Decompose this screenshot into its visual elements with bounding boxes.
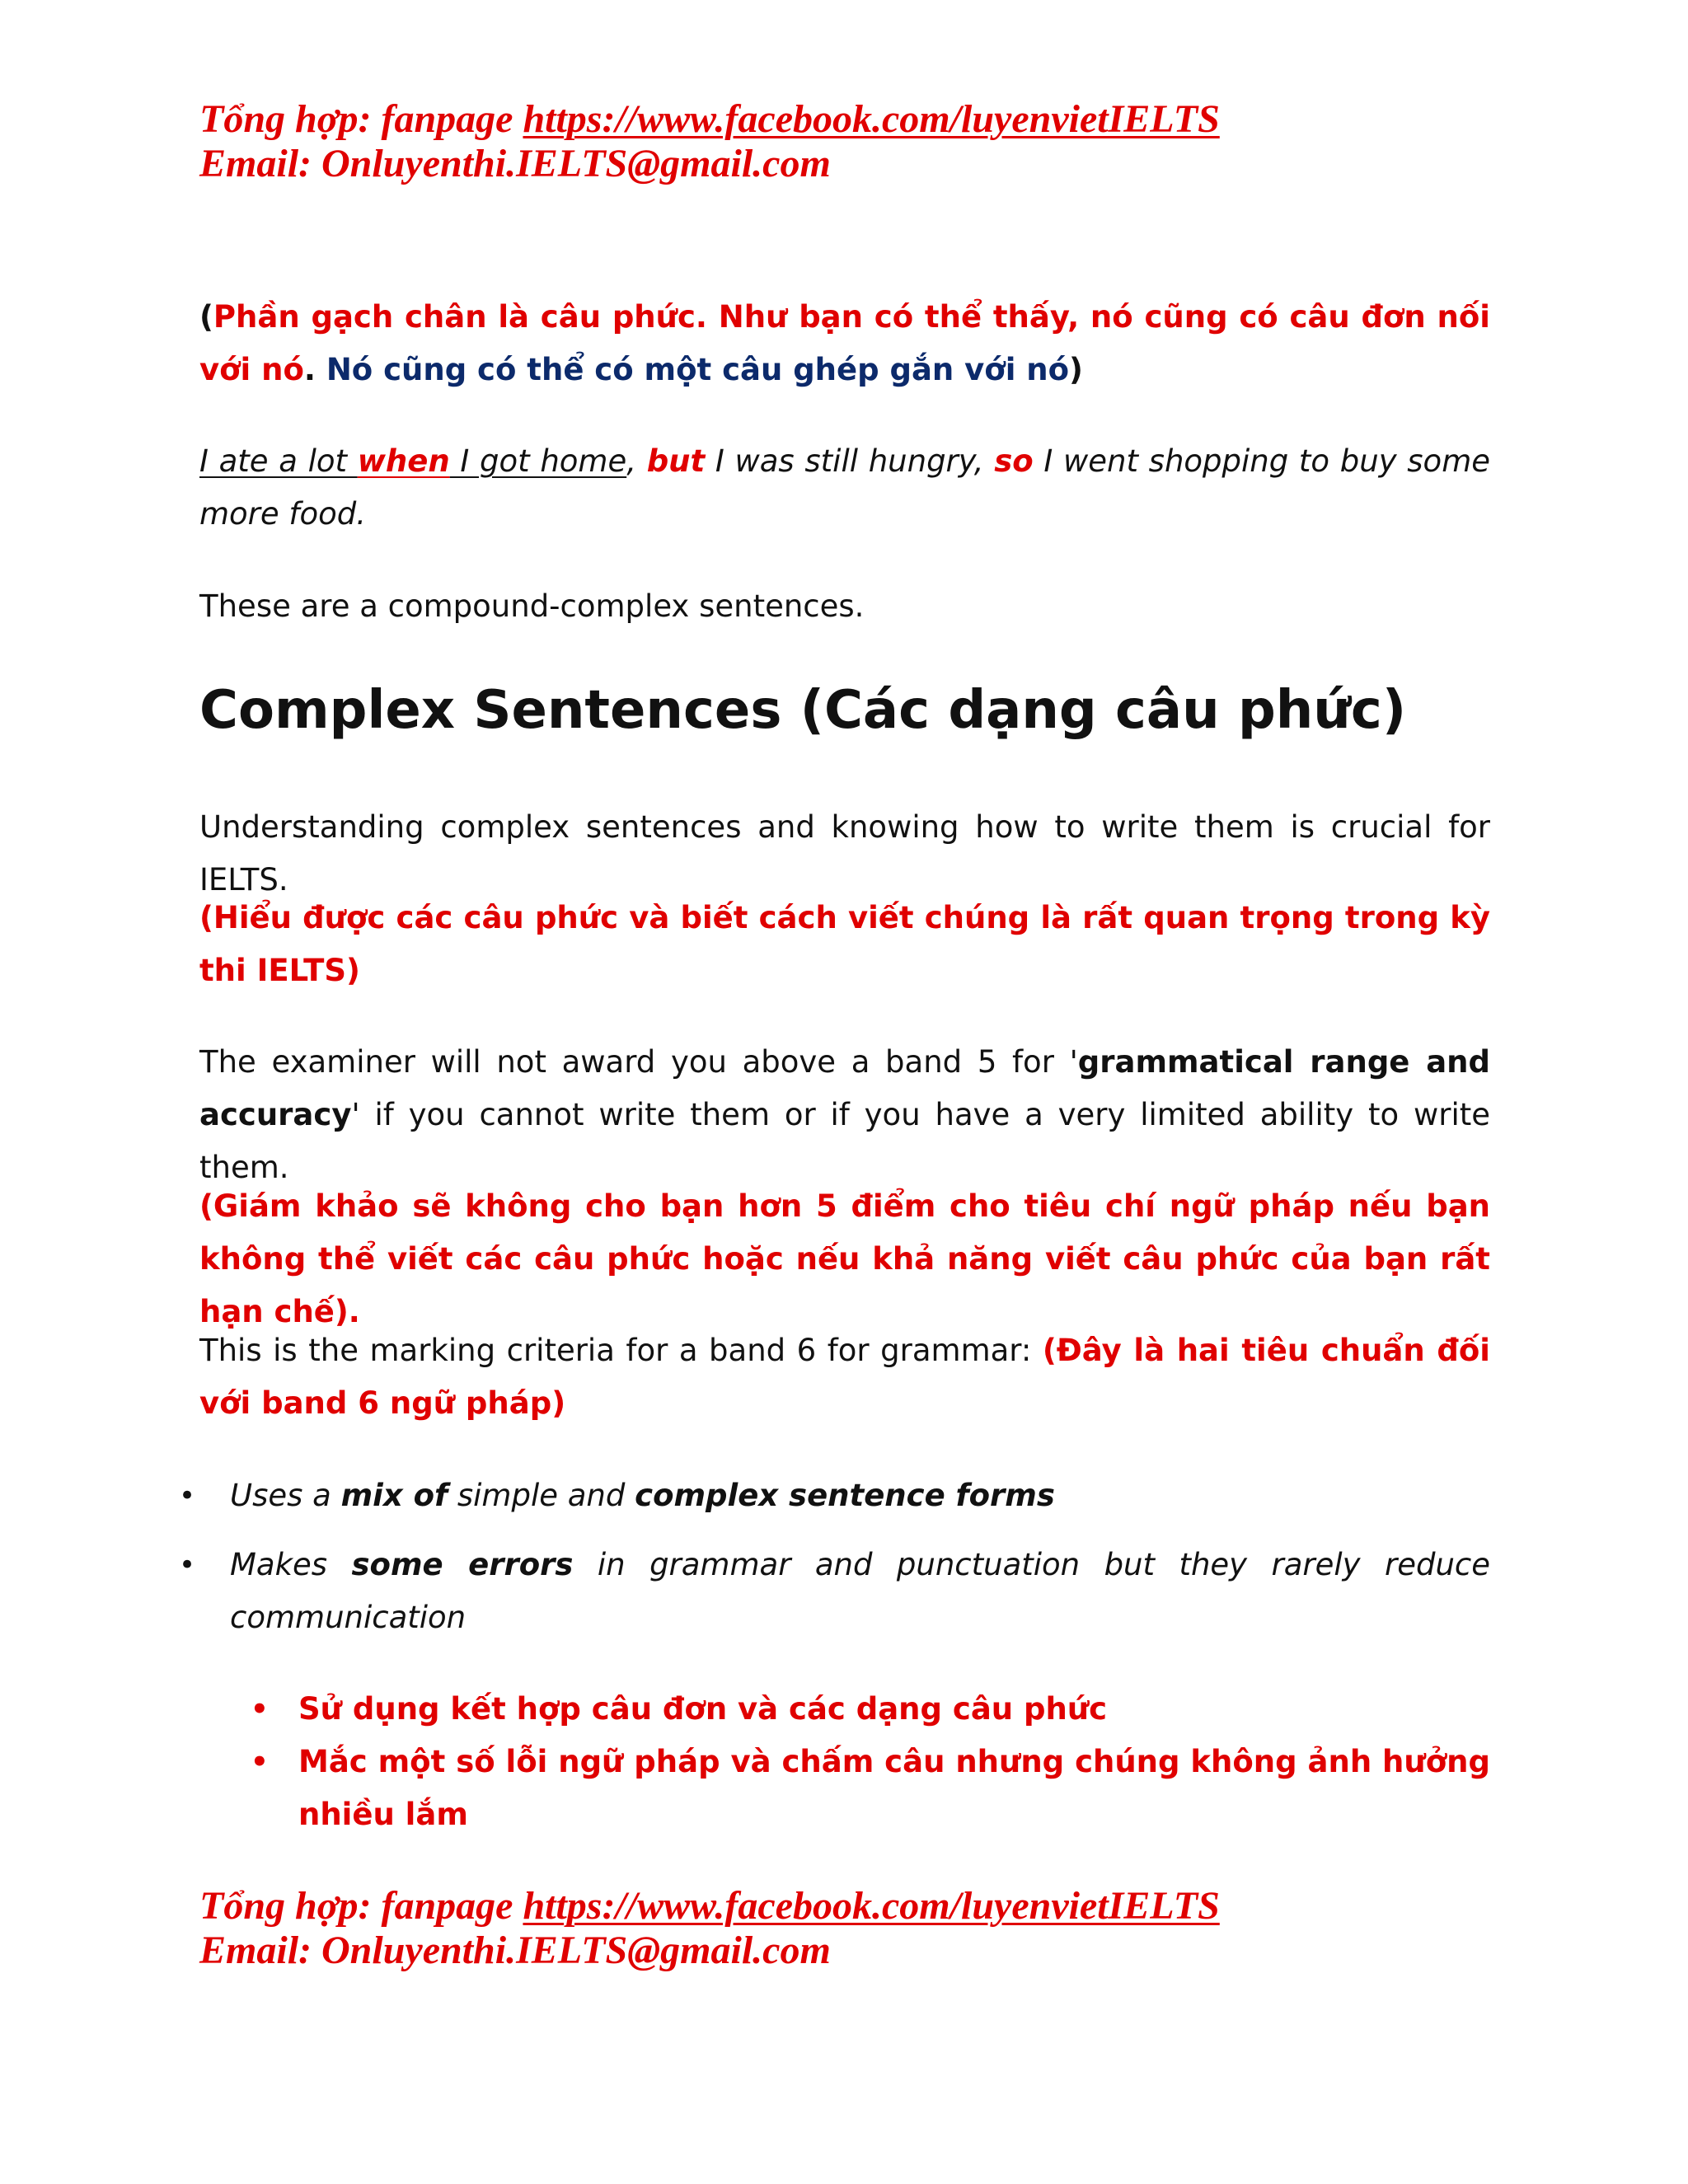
footer-facebook-link[interactable]: https://www.facebook.com/luyenvietIELTS bbox=[523, 1884, 1220, 1928]
examiner-translation: (Giám khảo sẽ không cho bạn hơn 5 điểm cho tiêu chí ngữ pháp nếu bạn không thể viết các câu phức hoặc nếu khả năng viết câu phức của bạn rất hạn chế). bbox=[199, 1188, 1490, 1329]
footer-banner bbox=[199, 1884, 1220, 1973]
intro-translation: (Hiểu được các câu phức và biết cách viết chúng là rất quan trọng trong kỳ thi IELTS) bbox=[199, 900, 1490, 988]
footer-prefix: Tổng hợp: fanpage bbox=[199, 1884, 523, 1928]
grammatical-range-term: grammatical range and accuracy bbox=[199, 1044, 1490, 1132]
list-item: • Uses a mix of simple and complex sentence forms bbox=[199, 1469, 1490, 1522]
keyword-but: but bbox=[646, 443, 706, 479]
compound-note: These are a compound-complex sentences. bbox=[199, 588, 865, 624]
header-banner bbox=[199, 97, 1220, 186]
note-paragraph: (Phần gạch chân là câu phức. Như bạn có thể thấy, nó cũng có câu đơn nối với nó. Nó cũng có thể có một câu ghép gắn với nó) bbox=[199, 299, 1490, 387]
example-sentence: I ate a lot when I got home, but I was still hungry, so I went shopping to buy some more food. bbox=[199, 443, 1491, 532]
keyword-when: when bbox=[357, 443, 450, 479]
list-item: • Mắc một số lỗi ngữ pháp và chấm câu nhưng chúng không ảnh hưởng nhiều lắm bbox=[199, 1736, 1490, 1841]
footer-email: Email: Onluyenthi.IELTS@gmail.com bbox=[199, 1929, 831, 1972]
header-line-1 bbox=[199, 97, 1220, 142]
criteria-list-vi bbox=[199, 1683, 1490, 1841]
header-prefix: Tổng hợp: fanpage bbox=[199, 97, 523, 141]
header-email: Email: Onluyenthi.IELTS@gmail.com bbox=[199, 142, 831, 185]
intro-paragraph: Understanding complex sentences and knowing how to write them is crucial for IELTS. bbox=[199, 809, 1490, 898]
criteria-paragraph: This is the marking criteria for a band 6 for grammar: (Đây là hai tiêu chuẩn đối với band 6 ngữ pháp) bbox=[199, 1333, 1490, 1421]
facebook-link[interactable]: https://www.facebook.com/luyenvietIELTS bbox=[523, 97, 1220, 141]
list-item: • Makes some errors in grammar and punctuation but they rarely reduce communication bbox=[199, 1539, 1490, 1644]
footer-line-1 bbox=[199, 1884, 1220, 1929]
examiner-paragraph: The examiner will not award you above a band 5 for 'grammatical range and accuracy' if you cannot write them or if you have a very limited ability to write them. bbox=[199, 1044, 1490, 1185]
note-red-text: Phần gạch chân là câu phức. Như bạn có thể thấy, nó cũng có câu đơn nối với nó bbox=[199, 299, 1490, 387]
section-heading: Complex Sentences (Các dạng câu phức) bbox=[199, 680, 1407, 741]
list-item: • Sử dụng kết hợp câu đơn và các dạng câu phức bbox=[199, 1683, 1490, 1736]
keyword-so: so bbox=[994, 443, 1034, 479]
criteria-translation: (Đây là hai tiêu chuẩn đối với band 6 ngữ pháp) bbox=[199, 1333, 1490, 1421]
note-navy-text: Nó cũng có thể có một câu ghép gắn với nó bbox=[326, 352, 1070, 387]
criteria-list bbox=[199, 1469, 1490, 1644]
